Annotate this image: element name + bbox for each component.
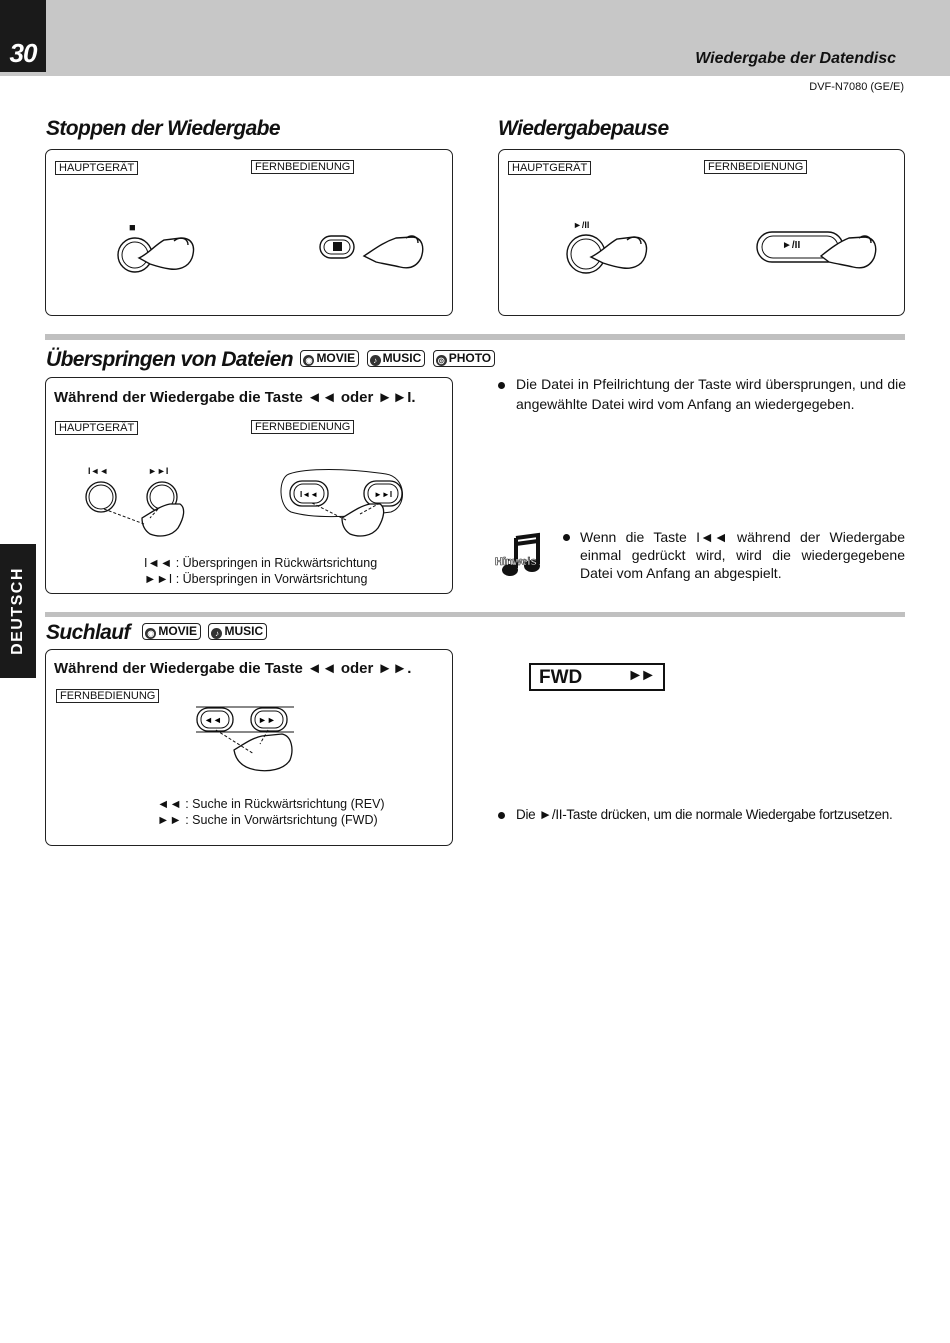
fwd-display-text: FWD	[539, 667, 583, 688]
skip-legend-back: I◄◄ : Überspringen in Rückwärtsrichtung	[144, 556, 378, 570]
search-panel	[45, 649, 453, 846]
photo-icon: ◎	[436, 355, 447, 366]
remote-label: FERNBEDIENUNG	[251, 420, 354, 434]
main-unit-label: HAUPTGERÄT	[55, 421, 138, 435]
search-instruction: Während der Wiedergabe die Taste ◄◄ oder ►►.	[54, 660, 412, 677]
music-icon: ♪	[211, 628, 222, 639]
stop-symbol-label: ■	[129, 222, 136, 234]
page-number: 30	[9, 38, 37, 68]
movie-badge: ◉ MOVIE	[300, 350, 359, 367]
skip-panel	[45, 377, 453, 594]
music-icon: ♪	[370, 355, 381, 366]
main-unit-label: HAUPTGERÄT	[508, 161, 591, 175]
section-divider	[45, 334, 905, 340]
search-legend-rev: ◄◄ : Suche in Rückwärtsrichtung (REV)	[157, 797, 385, 811]
next-symbol-label: ►►I	[148, 466, 169, 476]
language-tab-label: DEUTSCH	[9, 567, 26, 655]
skip-section-title: Überspringen von Dateien	[46, 348, 293, 371]
play-pause-symbol-label: ►/II	[573, 220, 590, 230]
search-bullet-text: Die ►/II-Taste drücken, um die normale Wiedergabe fortzusetzen.	[516, 807, 893, 822]
stop-panel	[45, 149, 453, 316]
bullet-dot	[563, 534, 570, 541]
svg-text:►►I: ►►I	[374, 490, 393, 499]
note-label: Hinweis	[495, 556, 537, 568]
svg-text:I◄◄: I◄◄	[300, 490, 319, 499]
model-number: DVF-N7080 (GE/E)	[809, 81, 904, 93]
movie-badge: ◉ MOVIE	[142, 623, 201, 640]
header-title: Wiedergabe der Datendisc	[695, 50, 896, 67]
pause-illustration	[499, 150, 906, 317]
remote-play-pause-symbol: ►/II	[782, 240, 801, 251]
fwd-display	[529, 663, 665, 691]
section-divider	[45, 612, 905, 617]
bullet-dot	[498, 382, 505, 389]
photo-badge: ◎ PHOTO	[433, 350, 495, 367]
skip-legend-forward: ►►I : Überspringen in Vorwärtsrichtung	[144, 572, 368, 586]
movie-icon: ◉	[145, 628, 156, 639]
svg-text:►►: ►►	[258, 715, 276, 725]
main-unit-label: HAUPTGERÄT	[55, 161, 138, 175]
stop-section-title: Stoppen der Wiedergabe	[46, 117, 280, 140]
skip-section-heading	[46, 348, 495, 372]
svg-text:◄◄: ◄◄	[204, 715, 222, 725]
pause-section-title: Wiedergabepause	[498, 117, 669, 140]
skip-instruction: Während der Wiedergabe die Taste ◄◄ oder ►►I.	[54, 389, 416, 406]
remote-label: FERNBEDIENUNG	[56, 689, 159, 703]
pause-panel	[498, 149, 905, 316]
search-legend-fwd: ►► : Suche in Vorwärtsrichtung (FWD)	[157, 813, 378, 827]
note-text: Wenn die Taste I◄◄ während der Wiedergabe einmal gedrückt wird, wird die wiedergegebene Datei vom Anfang an abgespielt.	[580, 529, 905, 581]
remote-label: FERNBEDIENUNG	[704, 160, 807, 174]
remote-label: FERNBEDIENUNG	[251, 160, 354, 174]
bullet-dot	[498, 812, 505, 819]
fwd-arrows-icon: ►►	[627, 667, 653, 684]
movie-icon: ◉	[303, 355, 314, 366]
music-badge: ♪ MUSIC	[367, 350, 426, 367]
search-section-title: Suchlauf	[46, 621, 130, 644]
search-section-heading	[46, 621, 267, 645]
prev-symbol-label: I◄◄	[88, 466, 109, 476]
skip-bullet-text: Die Datei in Pfeilrichtung der Taste wird übersprungen, und die angewählte Datei wird vom Anfang an wiedergegeben.	[516, 376, 906, 412]
stop-illustration	[46, 150, 454, 317]
music-badge: ♪ MUSIC	[208, 623, 267, 640]
